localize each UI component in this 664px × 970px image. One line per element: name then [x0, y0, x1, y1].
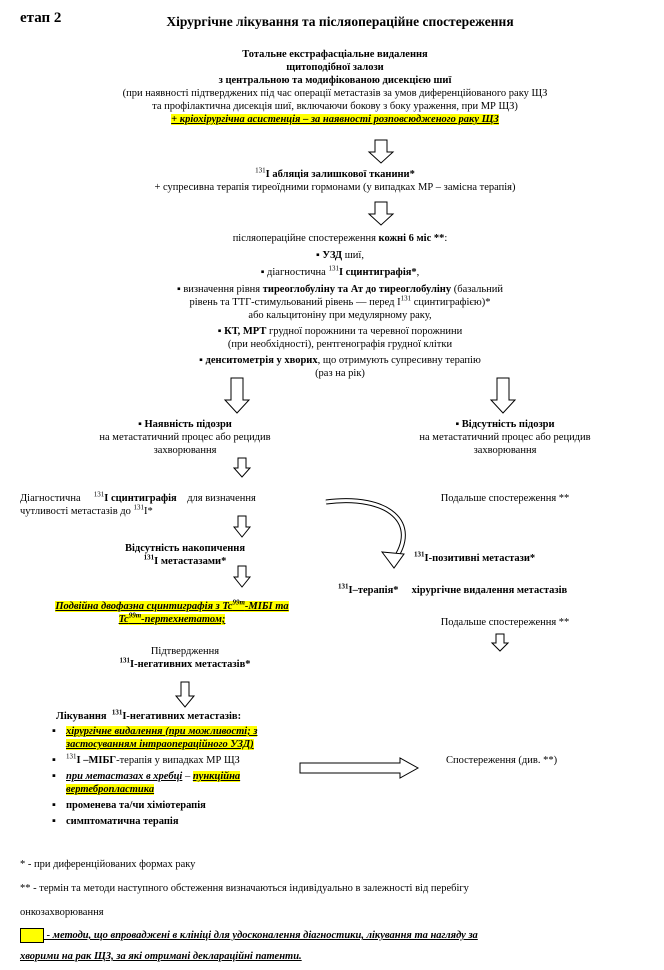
legend-text: - методи, що впроваджені в клініці для удосконалення діагностики, лікування та нагляду за: [44, 929, 478, 941]
surgery-line2: щитоподібної залози: [286, 62, 384, 73]
ablation-therapy: + супресивна терапія тиреоїдними гормонами (у випадках МР – замісна терапія): [154, 182, 516, 193]
down-arrow-3: [234, 458, 250, 478]
uzd-label: УЗД: [322, 250, 343, 261]
uzd-rest: шиї,: [342, 250, 364, 261]
item3-d: вертебропластика: [66, 784, 155, 795]
item2-a: I –МІБГ: [76, 755, 117, 766]
branch-no-suspicion: ▪ Відсутність підозри на метастатичний процес або рецидив захворювання: [360, 418, 650, 457]
diag-line-bold: I сцинтиграфія: [104, 493, 177, 504]
branch-right-bold: Відсутність підозри: [461, 419, 555, 430]
therapy-surgery: хірургічне видалення метастазів: [411, 585, 568, 596]
ct-bold: КТ, МРТ: [224, 326, 267, 337]
treatment-heading-b: I-негативних метастазів:: [122, 711, 242, 722]
footnote-1: * - при диференційованих формах раку: [20, 859, 196, 870]
therapy-iso: 131: [338, 582, 349, 591]
positive-metastases: [414, 552, 535, 565]
ablation-isotope: 131: [255, 166, 266, 175]
item2-iso: 131: [66, 752, 77, 761]
down-arrow-2: [368, 202, 394, 226]
diag-line2-iso: 131: [133, 503, 144, 512]
confirm-line1: Підтвердження: [150, 646, 220, 657]
treatment-iso: 131: [111, 708, 123, 717]
item5: симптоматична терапія: [66, 816, 179, 827]
double-line1a: Подвійна двофазна сцинтиграфія з Tc: [55, 601, 233, 612]
surgery-line5: та профілактична дисекція шиї, включаючи бокову з боку ураження, при МР ЩЗ): [152, 101, 518, 112]
confirm-line2: I-негативних метастазів*: [130, 659, 251, 670]
no-accum-iso: 131: [143, 553, 155, 562]
surgery-line3: з центральною та модифікованою дисекцією шиї: [218, 75, 452, 86]
surgery-block: [40, 48, 630, 126]
item3-a: при метастазах в хребці: [66, 771, 183, 782]
therapy-text: I–терапія*: [348, 585, 399, 596]
diag-tail: ,: [416, 267, 420, 278]
cryo-highlight: + кріохірургічна асистенція – за наявності розповсюдженого раку ЩЗ: [171, 114, 499, 125]
tg-line2b: сцинтиграфією)*: [411, 297, 491, 308]
iodine-therapy: [338, 584, 567, 597]
diag-plain: діагностична: [267, 267, 329, 278]
branch-arrow-right: [490, 378, 516, 414]
diag-line-iso: 131: [93, 490, 105, 499]
dens-bold: денситометрія у хворих: [205, 355, 318, 366]
branch-left-bold: Наявність підозри: [144, 419, 232, 430]
item3-b: –: [182, 771, 193, 782]
ablation-block: [40, 168, 630, 194]
diag-line2-tail: I*: [144, 506, 153, 517]
tg-tail: (базальний: [451, 284, 504, 295]
down-arrow-5: [234, 566, 250, 588]
double-sup1: 99m: [232, 598, 245, 607]
down-arrow-4: [234, 516, 250, 538]
treatment-heading-a: Лікування: [56, 711, 107, 722]
double-line2b: -пертехнетатом;: [141, 614, 226, 625]
item1-a: хірургічне видалення: [66, 726, 163, 737]
down-arrow-6: [492, 634, 508, 652]
stage-label: етап 2: [20, 10, 62, 26]
ct-line2: (при необхідності), рентгенографія грудної клітки: [227, 339, 453, 350]
branch-suspicion: ▪ Наявність підозри на метастатичний процес або рецидив захворювання: [40, 418, 330, 457]
double-scintigraphy: [22, 600, 322, 626]
down-arrow-7: [176, 682, 194, 708]
footnote-2: ** - термін та методи наступного обстеження визначаються індивідуально в залежності від перебігу: [20, 883, 469, 894]
no-accumulation: [60, 542, 310, 568]
tg-bold: тиреоглобуліну та Ат до тиреоглобуліну: [262, 284, 452, 295]
item1-c: застосуванням інтраопераційного УЗД): [66, 739, 254, 750]
ablation-title: I абляція залишкової тканини*: [265, 169, 415, 180]
diag-line-plain2: для визначення: [187, 493, 256, 504]
further-followup-1: Подальше спостереження **: [440, 493, 570, 504]
branch-left-line3: захворювання: [153, 445, 217, 456]
footnote-legend2: хворими на рак ЩЗ, за які отримані деклараційні патенти.: [20, 951, 302, 962]
diagnostic-scint: [20, 492, 340, 518]
tg-line3: або кальцитоніну при медулярному раку,: [248, 310, 432, 321]
double-line2a: Tc: [118, 614, 129, 625]
tg-line2a: рівень та ТТГ-стимульований рівень — перед I: [189, 297, 401, 308]
page-title: Хірургічне лікування та післяопераційне спостереження: [166, 14, 514, 29]
treatment-item-symptomatic: [52, 815, 352, 828]
item1-b: (при можливості; з: [162, 726, 258, 737]
positive-text: I-позитивні метастази*: [424, 553, 536, 564]
diag-isotope: 131: [328, 264, 339, 273]
observation: Спостереження (див. **): [446, 755, 558, 766]
followup-interval: кожні 6 міс **: [378, 233, 445, 244]
followup-block: післяопераційне спостереження кожні 6 міс **: ▪ УЗД шиї, ▪ діагностична $^{131}$I сцинтиграфія*, ▪ визначення рівня тиреоглобуліну та Ат до тиреоглобуліну (базальний рівень та ТТГ-стимульований рівень — перед $I^{131}$ сцинтиграфією)* або кальцитоніну при медулярному раку, ▪ КТ, МРТ грудної порожнини та черевної порожнини (при необхідності), рентгенографія грудної клітки ▪ денситометрія у хворих, що отримують супресивну терапію (раз на рік): [120, 232, 560, 380]
double-line1b: -МІБІ та: [244, 601, 289, 612]
confirm-iso: 131: [119, 656, 130, 665]
footnote-legend: [20, 928, 650, 943]
diag-line2: чутливості метастазів до: [20, 506, 131, 517]
ct-rest: грудної порожнини та черевної порожнини: [266, 326, 463, 337]
tg-plain: визначення рівня: [183, 284, 263, 295]
branch-arrow-left: [224, 378, 250, 414]
confirmation: [60, 645, 310, 671]
followup-colon: :: [444, 233, 448, 244]
no-accum-line1: Відсутність накопичення: [124, 543, 246, 554]
dens-rest: , що отримують супресивну терапію: [317, 355, 481, 366]
positive-iso: 131: [414, 550, 425, 559]
down-arrow-1: [368, 140, 394, 164]
followup-intro: післяопераційне спостереження: [232, 233, 379, 244]
item3-c: пункційна: [192, 771, 241, 782]
treatment-item-surgery: [52, 725, 352, 751]
item2-b: -терапія у випадках МР ЩЗ: [116, 755, 240, 766]
dens-line2: (раз на рік): [315, 368, 365, 379]
branch-left-line2: на метастатичний процес або рецидив: [99, 432, 271, 443]
right-arrow: [300, 758, 420, 778]
treatment-item-radio: [52, 799, 352, 812]
further-followup-2: Подальше спостереження **: [440, 617, 570, 628]
diag-line-plain: Діагностична: [20, 493, 81, 504]
no-accum-line2: I метастазами*: [154, 556, 227, 567]
tg-isotope: 131: [400, 294, 412, 303]
surgery-line4: (при наявності підтверджених під час операції метастазів за умов диференційованого раку ЩЗ: [122, 88, 548, 99]
double-sup2: 99m: [128, 611, 142, 620]
diag-scint: I сцинтиграфія*: [338, 267, 417, 278]
branch-right-line2: на метастатичний процес або рецидив: [419, 432, 591, 443]
surgery-line1: Тотальне екстрафасціальне видалення: [242, 49, 428, 60]
item4: променева та/чи хіміотерапія: [66, 800, 206, 811]
branch-right-line3: захворювання: [473, 445, 537, 456]
legend-swatch: [20, 928, 44, 943]
footnote-3: онкозахворювання: [20, 907, 104, 918]
